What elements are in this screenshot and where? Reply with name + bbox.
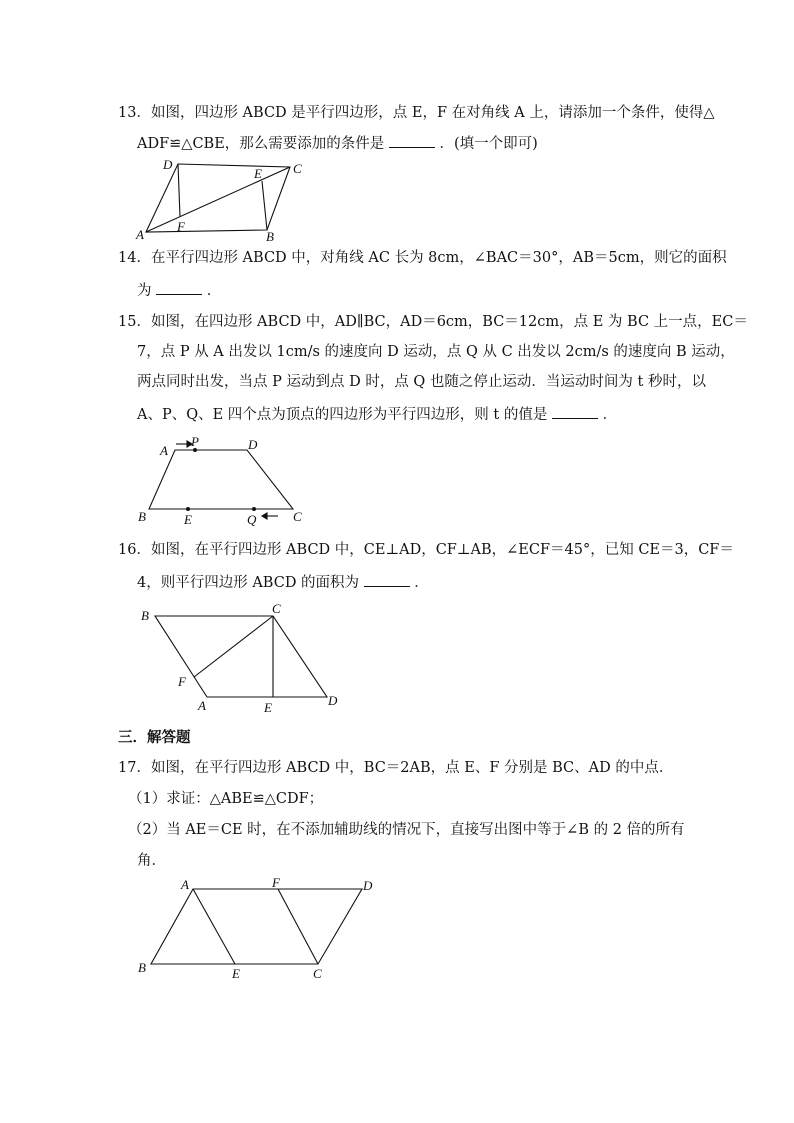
q15-line2: 7，点 P 从 A 出发以 1cm/s 的速度向 D 运动，点 Q 从 C 出发以 2cm/s 的速度向 B 运动， — [137, 344, 735, 360]
q15-line4-end: ． — [602, 407, 618, 423]
q15-arrow-q-head — [262, 513, 267, 519]
q13-line2-end: ．(填一个即可) — [439, 136, 538, 152]
q13-line2-text: ADF≌△CBE，那么需要添加的条件是 — [137, 136, 385, 152]
q13-figure — [130, 155, 330, 245]
q16-line1: 16．如图，在平行四边形 ABCD 中，CE⊥AD，CF⊥AB，∠ECF＝45°，已知 CE＝3，CF＝ — [118, 542, 734, 558]
q15-label-q: Q — [247, 512, 257, 527]
q15-line3: 两点同时出发，当点 P 运动到点 D 时，点 Q 也随之停止运动．当运动时间为 t 秒时，以 — [137, 374, 706, 390]
q15-label-b: B — [138, 509, 146, 524]
q16-label-c: C — [272, 601, 281, 616]
q15-label-c: C — [293, 509, 302, 524]
q15-label-p: P — [191, 434, 199, 449]
q17-segment-ae — [193, 889, 235, 964]
q17-label-d: D — [363, 878, 373, 893]
q14-line1: 14．在平行四边形 ABCD 中，对角线 AC 长为 8cm，∠BAC＝30°，AB＝5cm，则它的面积 — [118, 250, 727, 266]
q16-line2 — [137, 572, 429, 593]
q16-segment-cf — [194, 616, 273, 677]
q13-diagonal-ac — [146, 167, 290, 232]
q17-part1: （1）求证：△ABE≌△CDF； — [128, 791, 324, 807]
q15-point-q — [252, 507, 256, 511]
q15-figure — [135, 435, 315, 530]
q14-answer-blank[interactable] — [156, 280, 202, 295]
q13-label-b: B — [266, 229, 274, 244]
q17-figure — [130, 875, 380, 985]
q13-label-f: F — [177, 219, 185, 234]
q14-line2-text: 为 — [137, 283, 152, 299]
q13-segment-df — [178, 164, 180, 217]
q16-label-b: B — [141, 608, 149, 623]
q13-label-e: E — [254, 166, 262, 181]
q15-answer-blank[interactable] — [552, 404, 598, 419]
q15-line4-text: A、P、Q、E 四个点为顶点的四边形为平行四边形，则 t 的值是 — [137, 407, 548, 423]
q16-label-d: D — [328, 693, 338, 708]
q17-parallelogram — [151, 889, 362, 964]
q17-line1: 17．如图，在平行四边形 ABCD 中，BC＝2AB，点 E、F 分别是 BC、AD 的中点． — [118, 760, 674, 776]
q17-part2: （2）当 AE＝CE 时，在不添加辅助线的情况下，直接写出图中等于∠B 的 2 倍的所有 — [128, 822, 685, 838]
q13-answer-blank[interactable] — [389, 133, 435, 148]
q13-line2 — [137, 133, 538, 154]
q13-line1: 13．如图，四边形 ABCD 是平行四边形，点 E，F 在对角线 A 上，请添加一个条件，使得△ — [118, 105, 715, 121]
q16-label-e: E — [264, 700, 272, 715]
q15-line4 — [137, 404, 617, 425]
q17-segment-fc — [278, 889, 318, 964]
q15-label-d: D — [248, 437, 258, 452]
q17-part2-cont: 角． — [137, 853, 166, 869]
q13-label-c: C — [293, 161, 302, 176]
q16-line2-end: ． — [414, 575, 429, 591]
q14-line2-end: ． — [206, 283, 222, 299]
q16-label-f: F — [178, 674, 186, 689]
q15-trapezoid — [149, 450, 293, 509]
q16-label-a: A — [198, 698, 206, 713]
q15-label-e: E — [184, 512, 192, 527]
section-heading: 三．解答题 — [118, 730, 191, 746]
q15-point-e — [186, 507, 190, 511]
q17-label-f: F — [272, 875, 280, 890]
q15-line1: 15．如图，在四边形 ABCD 中，AD∥BC，AD＝6cm，BC＝12cm，点 E 为 BC 上一点，EC＝ — [118, 314, 748, 330]
q13-segment-be — [262, 181, 267, 230]
q16-figure — [135, 600, 350, 720]
q16-line2-text: 4，则平行四边形 ABCD 的面积为 — [137, 575, 360, 591]
q16-answer-blank[interactable] — [364, 572, 410, 587]
q17-label-e: E — [232, 966, 240, 981]
q17-label-c: C — [313, 966, 322, 981]
q13-label-d: D — [163, 157, 173, 172]
q15-label-a: A — [160, 443, 168, 458]
q17-label-a: A — [181, 877, 189, 892]
q13-label-a: A — [136, 227, 144, 242]
q17-label-b: B — [138, 960, 146, 975]
q14-line2 — [137, 280, 221, 301]
